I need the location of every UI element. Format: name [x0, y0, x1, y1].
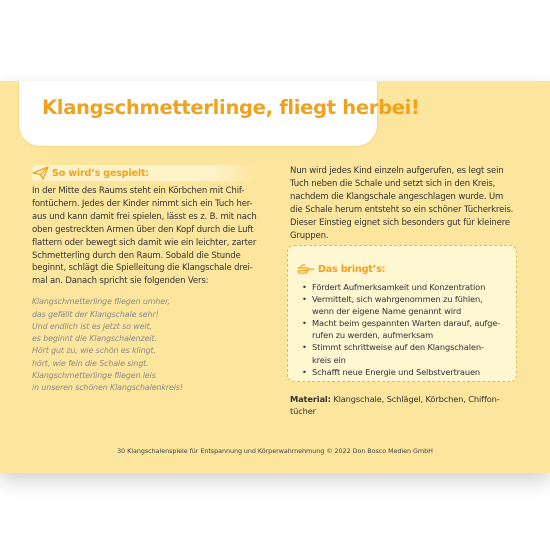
text-line: In der Mitte des Raums steht ein Körbchen mit Chif- — [32, 186, 245, 196]
material-list — [290, 393, 520, 418]
poem-line: hört, wie fein die Schale singt. — [32, 358, 149, 368]
section-heading-bringts — [296, 261, 386, 277]
list-item-line: • Stimmt schrittweise auf den Klangschalen- — [312, 342, 484, 353]
paper-plane-icon — [32, 165, 50, 181]
list-item-line: • Vermittelt, sich wahrgenommen zu fühlen, — [312, 294, 483, 305]
benefits-box — [287, 245, 517, 382]
poem-line: das gefällt der Klangschale sehr! — [32, 309, 159, 319]
poem-line: Und endlich ist es jetzt so weit, — [32, 321, 152, 331]
list-item — [302, 317, 500, 341]
list-item-line: • Macht beim gespannten Warten darauf, aufge- — [312, 318, 501, 329]
poem-line: Klangschmetterlinge fliegen leis — [32, 371, 156, 381]
text-line: Gruppen. — [290, 230, 329, 241]
text-line: aus und kann damit frei spielen, lässt es z. B. mit nach — [32, 211, 257, 222]
section-heading-label: Das bringt’s: — [318, 263, 386, 275]
text-line: fontüchern. Jedes der Kinder nimmt sich ein Tuch her- — [32, 198, 253, 209]
poem-line: in unseren schönen Klangschalenkreis! — [32, 383, 183, 393]
poem-verse — [32, 296, 256, 394]
list-item-line: rufen zu werden, aufmerksam — [312, 330, 434, 341]
material-label: Material: — [290, 394, 331, 404]
footer-copyright: 30 Klangschalenspiele für Entspannung und Körperwahrnehmung © 2022 Don Bosco Medien GmbH — [117, 447, 433, 455]
benefits-list — [302, 281, 500, 378]
text-line: flattern oder bewegt sich damit wie ein leichter, zarter — [32, 237, 257, 248]
list-item-line: • Schafft neue Energie und Selbstvertrauen — [312, 366, 481, 377]
list-item — [302, 366, 500, 378]
right-body-text — [290, 165, 518, 242]
text-line: Schmetterling durch den Raum. Sobald die Stunde — [32, 250, 241, 261]
material-line — [290, 393, 520, 405]
list-item-line: • Fördert Aufmerksamkeit und Konzentration — [312, 282, 486, 292]
poem-line: Klangschmetterlinge fliegen umher, — [32, 297, 170, 307]
left-column — [32, 165, 256, 395]
list-item — [302, 281, 500, 293]
text-line: beginnt, schlägt die Spielleitung die Klangschale drei- — [32, 263, 253, 274]
text-line: nachdem die Klangschale angeschlagen wurde. Um — [290, 191, 504, 202]
material-line: tücher — [290, 406, 316, 417]
list-item — [302, 341, 500, 365]
list-item-line: wenn der eigene Name genannt wird — [312, 306, 462, 317]
section-heading-label: So wird’s gespielt: — [52, 167, 149, 179]
text-line: Dieser Einstieg eignet sich besonders gut für kleinere — [290, 217, 510, 228]
poem-line: Hört gut zu, wie schön es klingt, — [32, 346, 156, 356]
text-line: oben gestreckten Armen über den Kopf durch die Luft — [32, 224, 254, 235]
text-line: Nun wird jedes Kind einzeln aufgerufen, es legt sein — [290, 166, 504, 176]
pointing-hand-icon — [296, 261, 316, 277]
page-title: Klangschmetterlinge, fliegt herbei! — [42, 96, 420, 119]
section-heading-gespielt — [32, 165, 256, 181]
right-column — [290, 165, 518, 242]
poem-line: es beginnt die Klangschalenzeit. — [32, 334, 157, 344]
text-line: die Schale herum entsteht so ein schöner Tücherkreis. — [290, 204, 514, 215]
text-line: mal an. Danach spricht sie folgenden Vers: — [32, 276, 209, 287]
list-item-line: kreis ein — [312, 354, 346, 365]
list-item — [302, 293, 500, 317]
text-line: Tuch neben die Schale und setzt sich in den Kreis, — [290, 178, 496, 189]
material-text: Klangschale, Schlägel, Körbchen, Chiffon- — [330, 394, 500, 404]
left-body-text — [32, 185, 256, 288]
